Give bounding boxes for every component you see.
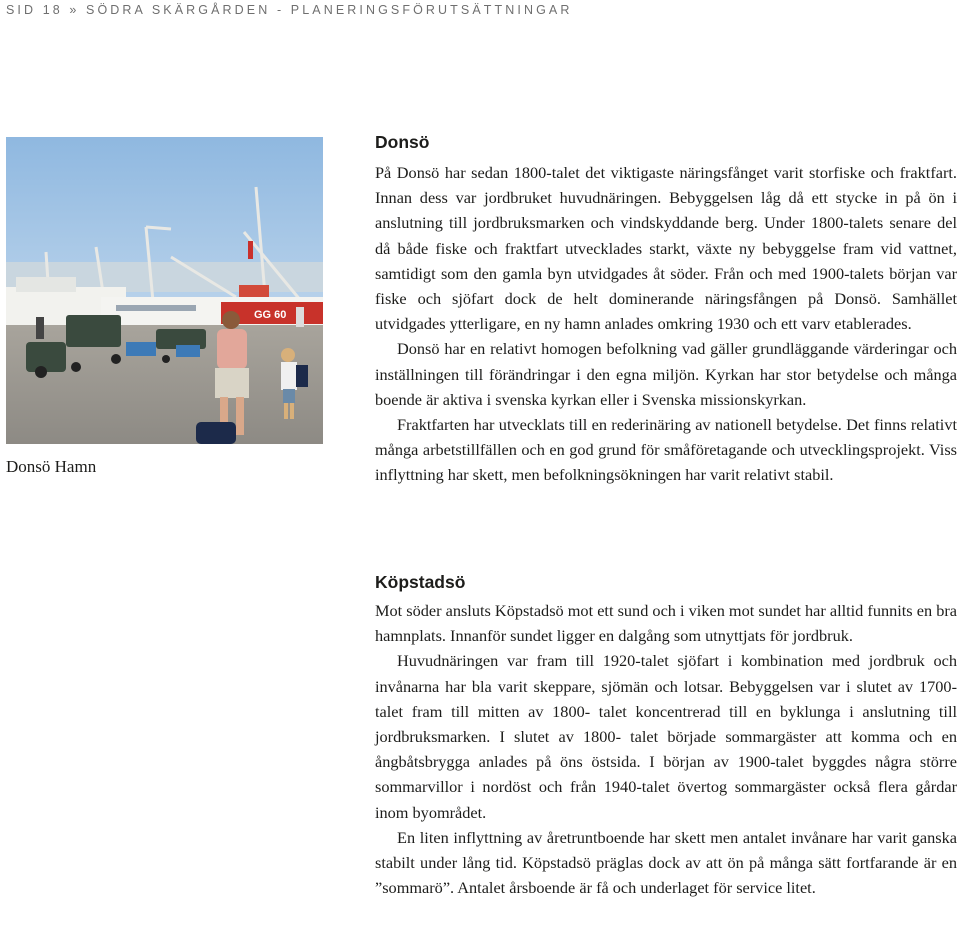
running-header: SID 18 » SÖDRA SKÄRGÅRDEN - PLANERINGSFÖRUTSÄTTNINGAR	[6, 3, 573, 17]
photo-caption: Donsö Hamn	[6, 457, 97, 476]
paragraph: På Donsö har sedan 1800-talet det viktigaste näringsfånget varit storfiske och fraktfart. Innan dess var jordbruket huvudnäringen. Bebyggelsen låg då ett stycke in på ön i anslutning till jordbruksmarken och vindskyddande berg. Under 1800-talets senare del då både fiske och fraktfart utvecklades starkt, växte ny bebyggelse fram vid vattnet, samtidigt som den gamla byn utvidgades åt söder. Från och med 1900-talets början var fiske och sjöfart dock de helt dominerande näringsfången på Donsö. Samhället utvidgades ytterligare, en ny hamn anlades omkring 1930 och ett varv etablerades.	[375, 163, 957, 334]
boat-registration: GG 60	[254, 309, 287, 321]
harbor-photo	[6, 137, 323, 444]
section-title-donso: Donsö	[375, 132, 430, 152]
paragraph: Donsö har en relativt homogen befolkning vad gäller grundläggande värderingar och inställningen till förändringar i den egna miljön. Kyrkan har stor betydelse och många boende är aktiva i svenska kyrkan eller i Svenska missionskyrkan.	[375, 339, 957, 409]
paragraph: Fraktfarten har utvecklats till en rederinäring av nationell betydelse. Det finns relativt många arbetstillfällen och en god grund för småföretagande och utvecklingsprojekt. Viss inflyttning har skett, men befolkningsökningen har varit relativt stabil.	[375, 415, 957, 485]
paragraph: En liten inflyttning av åretruntboende har skett men antalet invånare har varit ganska stabilt under lång tid. Köpstadsö präglas dock av att ön på många sätt fortfarande är en ”sommarö”. Antalet årsboende är få och underlaget för service litet.	[375, 827, 957, 898]
paragraph: Huvudnäringen var fram till 1920-talet sjöfart i kombination med jordbruk och invånarna har bla varit skeppare, sjömän och lotsar. Bebyggelsen var i slutet av 1700-talet fram till mitten av 1800- talet koncentrerad till en byklunga i anslutning till jordbruksmarken. I slutet av 1800- talet började sommargäster att komma och en ångbåtsbrygga anlades på öns östsida. I början av 1900-talet byggdes några större sommarvillor i nordöst och från 1940-talet övertog sommargäster också flera gårdar inom byområdet.	[375, 651, 957, 822]
section-title-kopstadso: Köpstadsö	[375, 572, 466, 592]
section-body-donso	[375, 160, 957, 488]
section-body-kopstadso	[375, 598, 957, 900]
paragraph: Mot söder ansluts Köpstadsö mot ett sund och i viken mot sundet har alltid funnits en bra hamnplats. Innanför sundet ligger en dalgång som utnyttjats för jordbruk.	[375, 601, 957, 646]
